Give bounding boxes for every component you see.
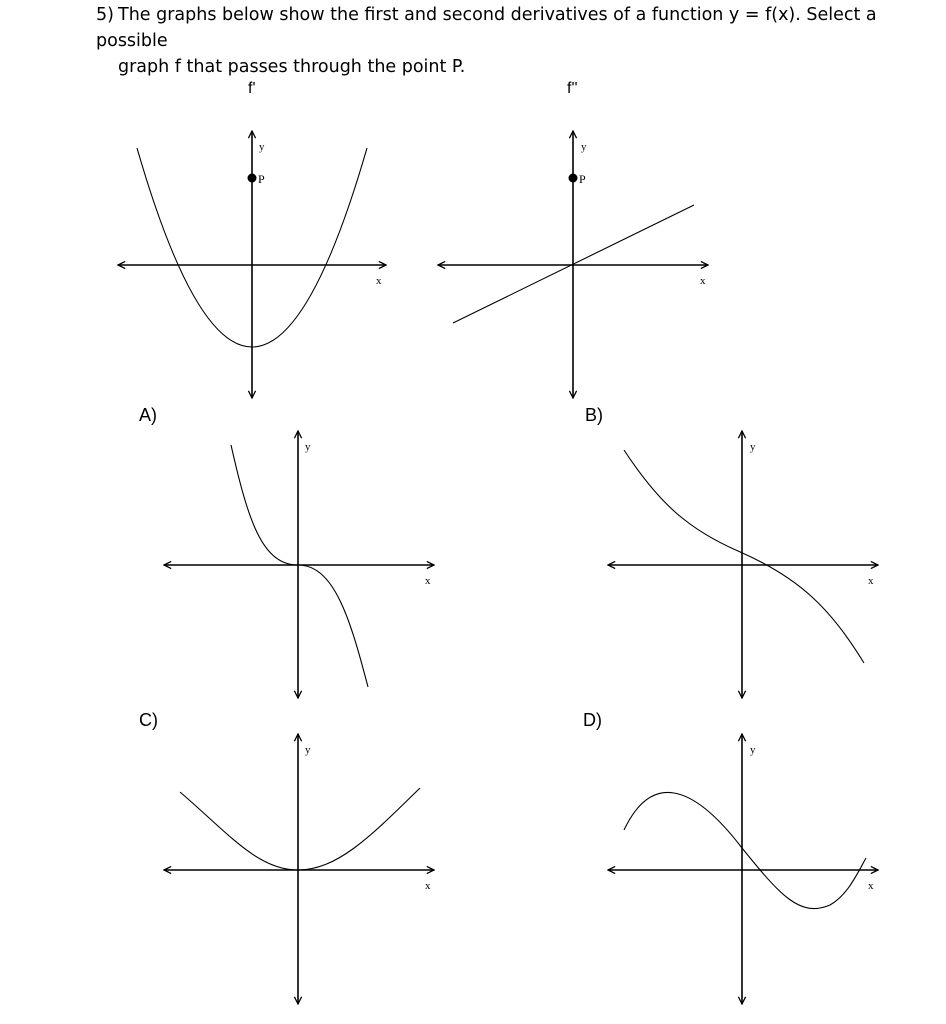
choice-b-x-label: x bbox=[868, 575, 874, 587]
question-line-1: 5) The graphs below show the first and second derivatives of a function y = f(x). Select a possible bbox=[96, 2, 936, 54]
choice-a-label[interactable]: A) bbox=[139, 405, 157, 425]
first-derivative-graph bbox=[118, 131, 386, 398]
choice-a-graph[interactable] bbox=[164, 431, 434, 698]
f-prime-x-label: x bbox=[376, 275, 382, 287]
choice-d-y-label: y bbox=[750, 744, 756, 756]
choice-d-curve bbox=[624, 792, 866, 908]
choice-b-y-label: y bbox=[750, 441, 756, 453]
choice-b-graph[interactable] bbox=[608, 431, 878, 698]
f-prime-point-p bbox=[248, 174, 257, 183]
choice-c-curve bbox=[180, 788, 420, 870]
f-double-prime-x-label: x bbox=[700, 275, 706, 287]
f-double-prime-point-p-label: P bbox=[579, 172, 586, 186]
f-double-prime-point-p bbox=[569, 174, 578, 183]
choice-b-label[interactable]: B) bbox=[585, 405, 603, 425]
question-line-2: graph f that passes through the point P. bbox=[118, 57, 466, 77]
choice-d-label[interactable]: D) bbox=[583, 710, 602, 730]
choice-a-x-label: x bbox=[425, 575, 431, 587]
f-prime-point-p-label: P bbox=[258, 172, 265, 186]
first-derivative-title: f' bbox=[248, 80, 256, 97]
f-prime-y-label: y bbox=[259, 141, 265, 153]
f-double-prime-y-label: y bbox=[581, 141, 587, 153]
choice-b-curve bbox=[624, 450, 864, 663]
choice-d-graph[interactable] bbox=[608, 734, 878, 1004]
choice-a-curve bbox=[231, 445, 368, 687]
choice-c-y-label: y bbox=[305, 744, 311, 756]
second-derivative-graph bbox=[438, 131, 708, 398]
second-derivative-title: f'' bbox=[567, 80, 578, 97]
question-number: 5) bbox=[96, 5, 114, 25]
choice-a-y-label: y bbox=[305, 441, 311, 453]
choice-c-graph[interactable] bbox=[164, 734, 434, 1004]
choice-c-x-label: x bbox=[425, 880, 431, 892]
choice-d-x-label: x bbox=[868, 880, 874, 892]
choice-c-label[interactable]: C) bbox=[139, 710, 158, 730]
